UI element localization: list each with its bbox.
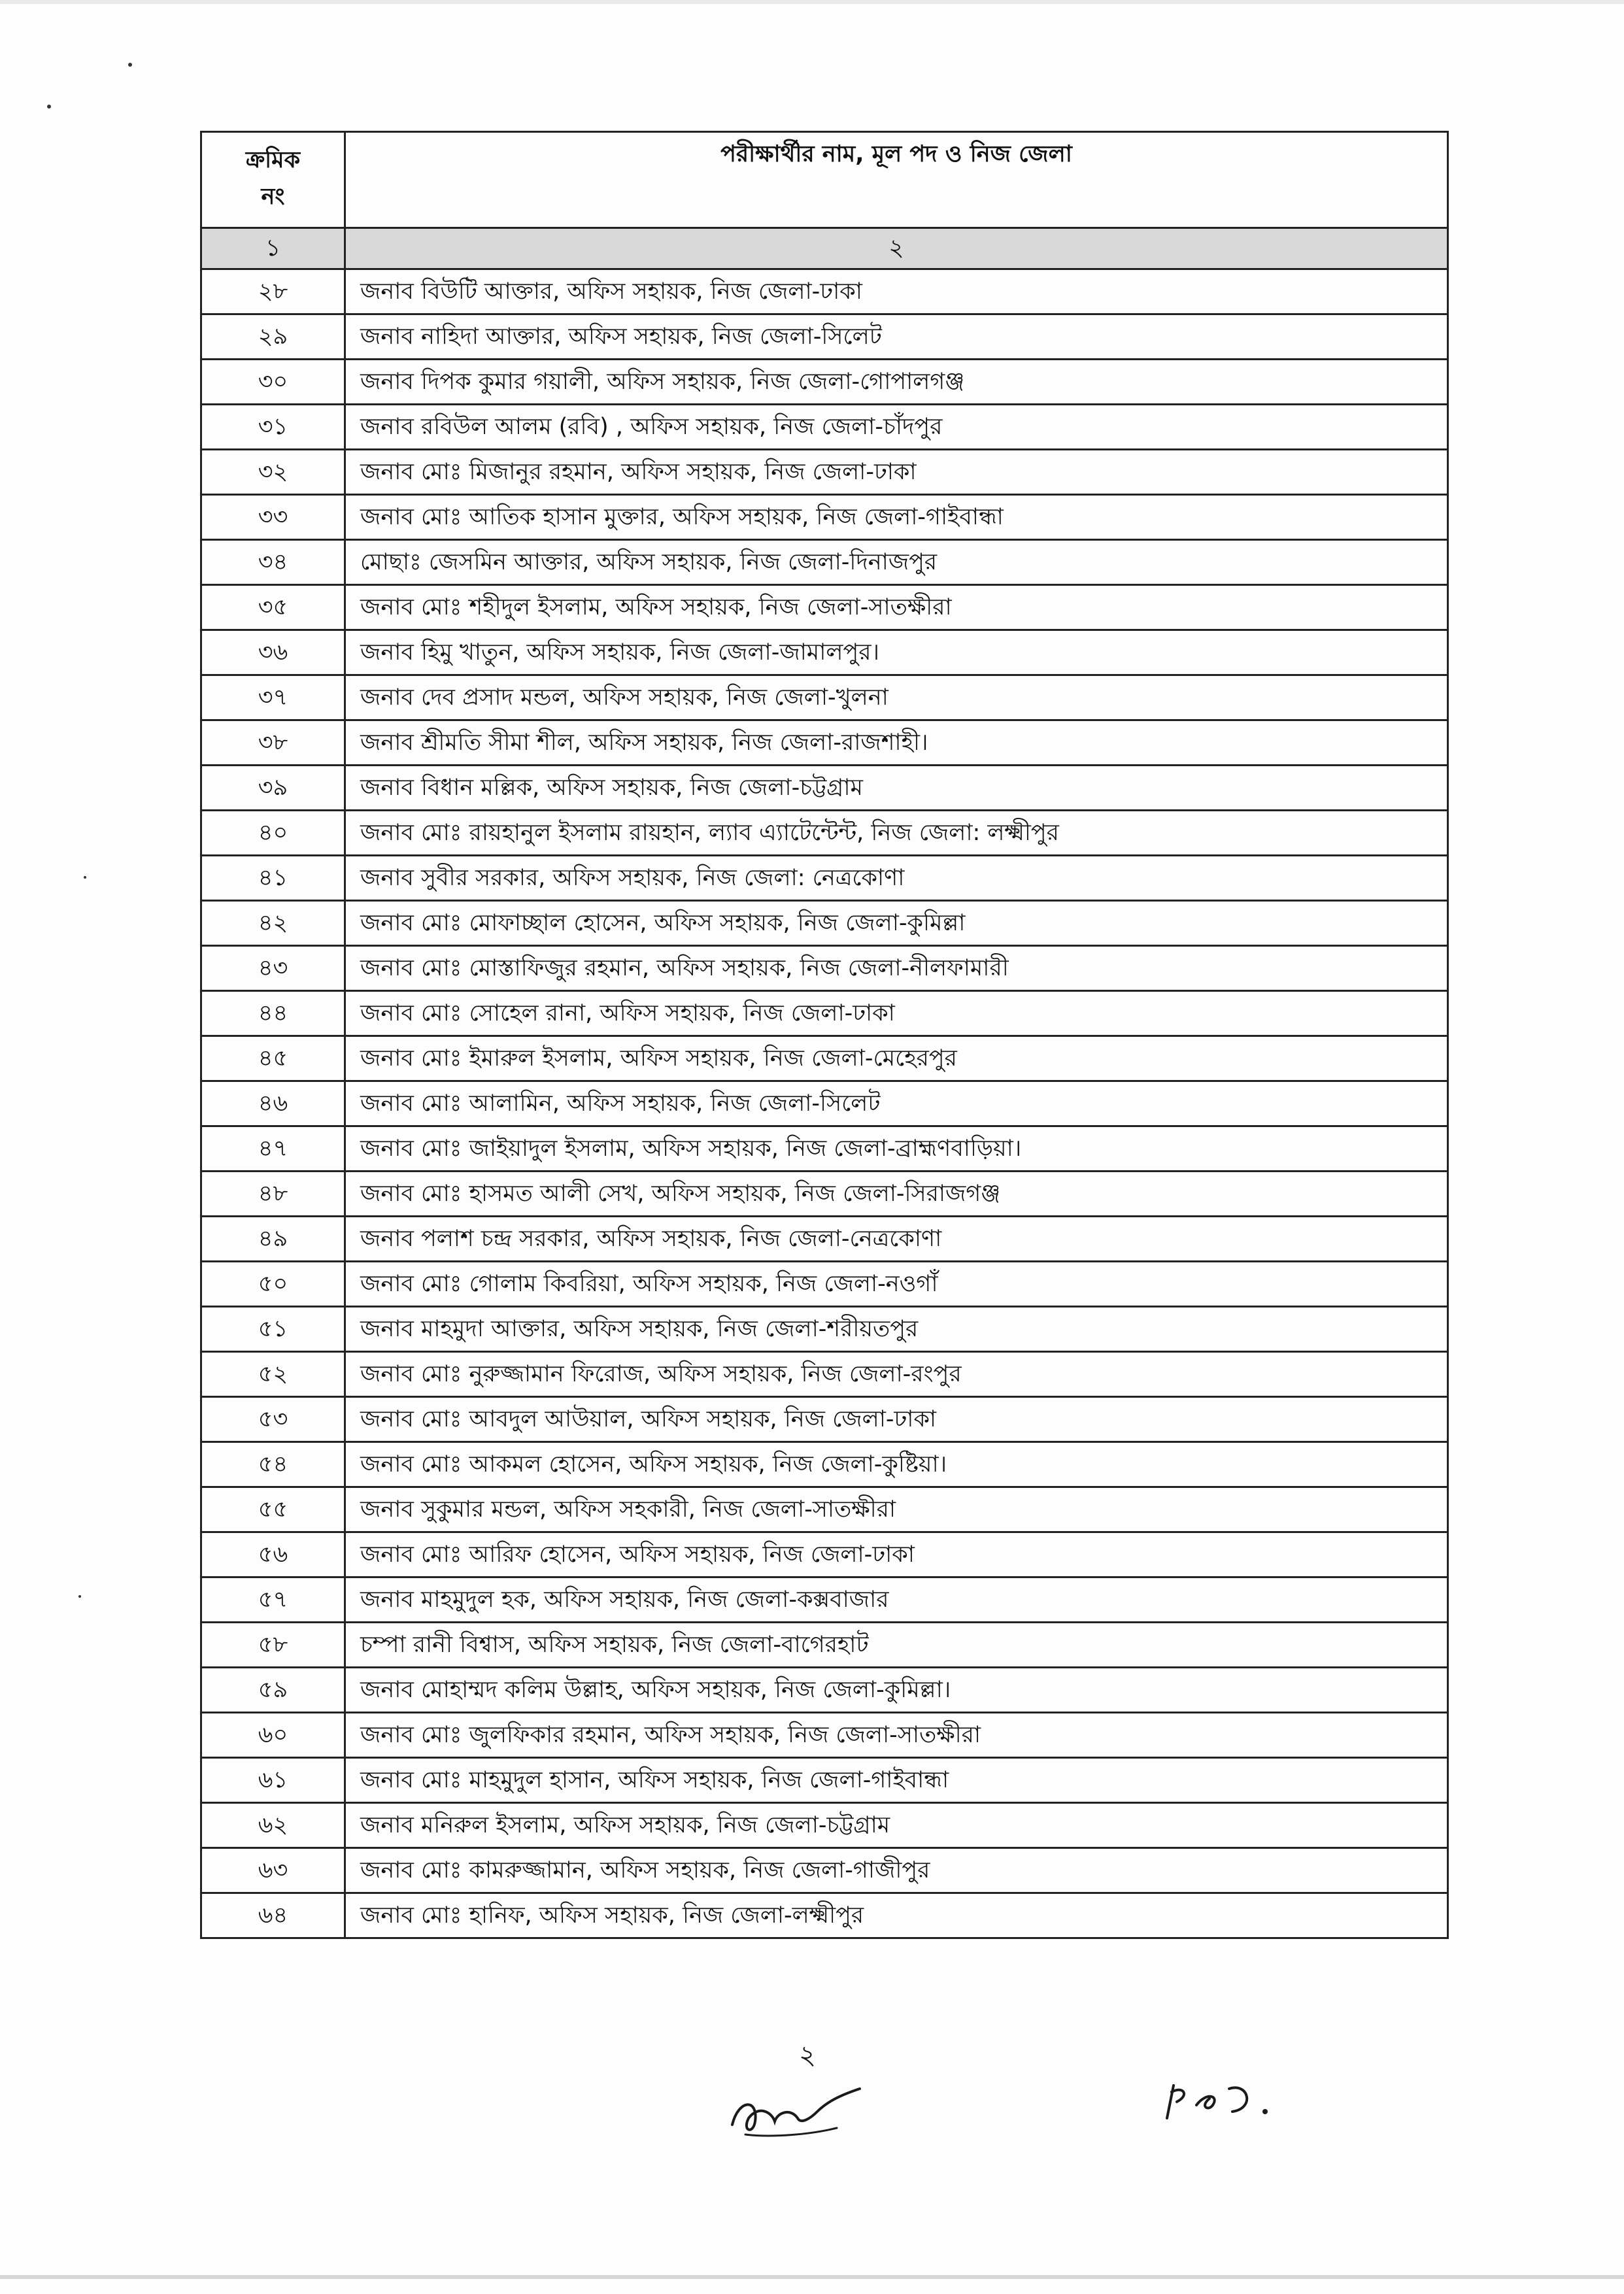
serial-cell: ৪৬ <box>201 1081 345 1126</box>
candidate-entry-cell: জনাব দেব প্রসাদ মন্ডল, অফিস সহায়ক, নিজ জেলা-খুলনা <box>345 675 1448 720</box>
candidate-entry-cell: জনাব মোঃ কামরুজ্জামান, অফিস সহায়ক, নিজ জেলা-গাজীপুর <box>345 1848 1448 1893</box>
candidate-entry-cell: জনাব বিধান মল্লিক, অফিস সহায়ক, নিজ জেলা-চট্টগ্রাম <box>345 766 1448 811</box>
serial-cell: ৩৯ <box>201 766 345 811</box>
candidate-entry-cell: জনাব মোঃ আরিফ হোসেন, অফিস সহায়ক, নিজ জেলা-ঢাকা <box>345 1532 1448 1577</box>
serial-cell: ৫৯ <box>201 1668 345 1713</box>
candidate-entry-cell: জনাব মোঃ ইমারুল ইসলাম, অফিস সহায়ক, নিজ জেলা-মেহেরপুর <box>345 1036 1448 1081</box>
serial-cell: ৬১ <box>201 1758 345 1803</box>
candidate-entry-cell: জনাব সুবীর সরকার, অফিস সহায়ক, নিজ জেলা: নেত্রকোণা <box>345 856 1448 901</box>
signature-left <box>719 2072 876 2144</box>
table-row <box>201 991 1448 1036</box>
column-number-1: ১ <box>201 228 345 269</box>
serial-cell: ৪০ <box>201 811 345 856</box>
serial-cell: ৫৭ <box>201 1577 345 1623</box>
candidate-entry-cell: জনাব মোঃ জাইয়াদুল ইসলাম, অফিস সহায়ক, নিজ জেলা-ব্রাহ্মণবাড়িয়া। <box>345 1126 1448 1172</box>
serial-cell: ৩১ <box>201 405 345 450</box>
details-column-header: পরীক্ষার্থীর নাম, মূল পদ ও নিজ জেলা <box>345 132 1448 228</box>
scan-bottom-edge <box>0 2275 1624 2279</box>
table-header-row <box>201 132 1448 228</box>
serial-cell: ৫৬ <box>201 1532 345 1577</box>
serial-cell: ৫৮ <box>201 1623 345 1668</box>
table-row <box>201 1081 1448 1126</box>
candidate-entry-cell: জনাব শ্রীমতি সীমা শীল, অফিস সহায়ক, নিজ জেলা-রাজশাহী। <box>345 720 1448 766</box>
serial-cell: ২৯ <box>201 314 345 360</box>
table-row <box>201 720 1448 766</box>
candidate-entry-cell: জনাব বিউটি আক্তার, অফিস সহায়ক, নিজ জেলা-ঢাকা <box>345 269 1448 314</box>
table-row <box>201 1803 1448 1848</box>
table-row <box>201 1532 1448 1577</box>
column-number-row <box>201 228 1448 269</box>
table-row <box>201 946 1448 991</box>
serial-cell: ৩৬ <box>201 630 345 675</box>
candidate-entry-cell: জনাব মোঃ মোফাচ্ছাল হোসেন, অফিস সহায়ক, নিজ জেলা-কুমিল্লা <box>345 901 1448 946</box>
candidate-entry-cell: জনাব পলাশ চন্দ্র সরকার, অফিস সহায়ক, নিজ জেলা-নেত্রকোণা <box>345 1217 1448 1262</box>
serial-cell: ৪১ <box>201 856 345 901</box>
candidate-entry-cell: চম্পা রানী বিশ্বাস, অফিস সহায়ক, নিজ জেলা-বাগেরহাট <box>345 1623 1448 1668</box>
serial-cell: ২৮ <box>201 269 345 314</box>
serial-cell: ৩৭ <box>201 675 345 720</box>
candidate-entry-cell: জনাব মোঃ সোহেল রানা, অফিস সহায়ক, নিজ জেলা-ঢাকা <box>345 991 1448 1036</box>
serial-cell: ৩৩ <box>201 495 345 540</box>
table-row <box>201 1577 1448 1623</box>
scan-speck <box>128 63 132 67</box>
table-row <box>201 1487 1448 1532</box>
table-row <box>201 1758 1448 1803</box>
page-number: ২ <box>798 2040 816 2070</box>
table-row <box>201 856 1448 901</box>
candidate-entry-cell: জনাব সুকুমার মন্ডল, অফিস সহকারী, নিজ জেলা-সাতক্ষীরা <box>345 1487 1448 1532</box>
candidate-entry-cell: জনাব মোঃ মিজানুর রহমান, অফিস সহায়ক, নিজ জেলা-ঢাকা <box>345 450 1448 495</box>
table-row <box>201 1397 1448 1442</box>
candidate-entry-cell: জনাব মাহমুদা আক্তার, অফিস সহায়ক, নিজ জেলা-শরীয়তপুর <box>345 1307 1448 1352</box>
table-row <box>201 585 1448 630</box>
serial-header-line1: ক্রমিক <box>245 147 301 173</box>
serial-cell: ৪৪ <box>201 991 345 1036</box>
table-row <box>201 1262 1448 1307</box>
signature-right <box>1157 2066 1301 2131</box>
table-row <box>201 360 1448 405</box>
scan-speck <box>47 105 51 109</box>
table-row <box>201 1036 1448 1081</box>
candidate-entry-cell: জনাব মোঃ হাসমত আলী সেখ, অফিস সহায়ক, নিজ জেলা-সিরাজগঞ্জ <box>345 1172 1448 1217</box>
scan-speck <box>84 876 86 879</box>
candidate-entry-cell: জনাব মোঃ আতিক হাসান মুক্তার, অফিস সহায়ক, নিজ জেলা-গাইবান্ধা <box>345 495 1448 540</box>
serial-cell: ৫২ <box>201 1352 345 1397</box>
serial-cell: ৩৮ <box>201 720 345 766</box>
candidate-entry-cell: মোছাঃ জেসমিন আক্তার, অফিস সহায়ক, নিজ জেলা-দিনাজপুর <box>345 540 1448 585</box>
serial-cell: ৫৫ <box>201 1487 345 1532</box>
candidate-entry-cell: জনাব মোঃ নুরুজ্জামান ফিরোজ, অফিস সহায়ক, নিজ জেলা-রংপুর <box>345 1352 1448 1397</box>
table-row <box>201 1126 1448 1172</box>
column-number-2: ২ <box>345 228 1448 269</box>
table-row <box>201 1352 1448 1397</box>
table-row <box>201 1442 1448 1487</box>
candidate-table <box>200 131 1449 1939</box>
candidate-entry-cell: জনাব মোঃ আলামিন, অফিস সহায়ক, নিজ জেলা-সিলেট <box>345 1081 1448 1126</box>
table-row <box>201 811 1448 856</box>
candidate-entry-cell: জনাব মোহাম্মদ কলিম উল্লাহ, অফিস সহায়ক, নিজ জেলা-কুমিল্লা। <box>345 1668 1448 1713</box>
serial-header-line2: নং <box>261 184 285 210</box>
scan-top-edge <box>0 0 1624 4</box>
serial-cell: ৬৪ <box>201 1893 345 1938</box>
candidate-entry-cell: জনাব মোঃ গোলাম কিবরিয়া, অফিস সহায়ক, নিজ জেলা-নওগাঁ <box>345 1262 1448 1307</box>
table-row <box>201 269 1448 314</box>
serial-cell: ৪২ <box>201 901 345 946</box>
table-row <box>201 901 1448 946</box>
table-row <box>201 630 1448 675</box>
candidate-entry-cell: জনাব মোঃ আবদুল আউয়াল, অফিস সহায়ক, নিজ জেলা-ঢাকা <box>345 1397 1448 1442</box>
candidate-entry-cell: জনাব মনিরুল ইসলাম, অফিস সহায়ক, নিজ জেলা-চট্টগ্রাম <box>345 1803 1448 1848</box>
candidate-entry-cell: জনাব মাহমুদুল হক, অফিস সহায়ক, নিজ জেলা-কক্সবাজার <box>345 1577 1448 1623</box>
table-row <box>201 766 1448 811</box>
table-row <box>201 1307 1448 1352</box>
serial-cell: ৩৪ <box>201 540 345 585</box>
serial-cell: ৪৫ <box>201 1036 345 1081</box>
candidate-entry-cell: জনাব মোঃ মোস্তাফিজুর রহমান, অফিস সহায়ক, নিজ জেলা-নীলফামারী <box>345 946 1448 991</box>
serial-cell: ৩০ <box>201 360 345 405</box>
serial-cell: ৪৭ <box>201 1126 345 1172</box>
serial-cell: ৬৩ <box>201 1848 345 1893</box>
serial-cell: ৫০ <box>201 1262 345 1307</box>
table-row <box>201 1893 1448 1938</box>
candidate-entry-cell: জনাব রবিউল আলম (রবি) , অফিস সহায়ক, নিজ জেলা-চাঁদপুর <box>345 405 1448 450</box>
candidate-entry-cell: জনাব মোঃ মাহমুদুল হাসান, অফিস সহায়ক, নিজ জেলা-গাইবান্ধা <box>345 1758 1448 1803</box>
table-row <box>201 1172 1448 1217</box>
serial-cell: ৪৩ <box>201 946 345 991</box>
serial-cell: ৬০ <box>201 1713 345 1758</box>
serial-cell: ৫৩ <box>201 1397 345 1442</box>
candidate-entry-cell: জনাব নাহিদা আক্তার, অফিস সহায়ক, নিজ জেলা-সিলেট <box>345 314 1448 360</box>
table-row <box>201 314 1448 360</box>
table-row <box>201 1713 1448 1758</box>
serial-cell: ৫৪ <box>201 1442 345 1487</box>
candidate-entry-cell: জনাব মোঃ শহীদুল ইসলাম, অফিস সহায়ক, নিজ জেলা-সাতক্ষীরা <box>345 585 1448 630</box>
table-row <box>201 450 1448 495</box>
serial-cell: ৫১ <box>201 1307 345 1352</box>
candidate-entry-cell: জনাব মোঃ হানিফ, অফিস সহায়ক, নিজ জেলা-লক্ষ্মীপুর <box>345 1893 1448 1938</box>
table-body <box>201 269 1448 1938</box>
table-row <box>201 540 1448 585</box>
table-row <box>201 1848 1448 1893</box>
table-row <box>201 405 1448 450</box>
candidate-entry-cell: জনাব মোঃ জুলফিকার রহমান, অফিস সহায়ক, নিজ জেলা-সাতক্ষীরা <box>345 1713 1448 1758</box>
table-row <box>201 495 1448 540</box>
serial-cell: ৬২ <box>201 1803 345 1848</box>
table-row <box>201 1217 1448 1262</box>
candidate-entry-cell: জনাব হিমু খাতুন, অফিস সহায়ক, নিজ জেলা-জামালপুর। <box>345 630 1448 675</box>
serial-cell: ৩২ <box>201 450 345 495</box>
serial-column-header <box>201 132 345 228</box>
serial-cell: ৪৮ <box>201 1172 345 1217</box>
candidate-entry-cell: জনাব দিপক কুমার গয়ালী, অফিস সহায়ক, নিজ জেলা-গোপালগঞ্জ <box>345 360 1448 405</box>
table-row <box>201 675 1448 720</box>
table-row <box>201 1668 1448 1713</box>
table-row <box>201 1623 1448 1668</box>
candidate-entry-cell: জনাব মোঃ রায়হানুল ইসলাম রায়হান, ল্যাব এ্যাটেন্টেন্ট, নিজ জেলা: লক্ষ্মীপুর <box>345 811 1448 856</box>
candidate-entry-cell: জনাব মোঃ আকমল হোসেন, অফিস সহায়ক, নিজ জেলা-কুষ্টিয়া। <box>345 1442 1448 1487</box>
scan-speck <box>78 1595 81 1598</box>
serial-cell: ৪৯ <box>201 1217 345 1262</box>
serial-cell: ৩৫ <box>201 585 345 630</box>
